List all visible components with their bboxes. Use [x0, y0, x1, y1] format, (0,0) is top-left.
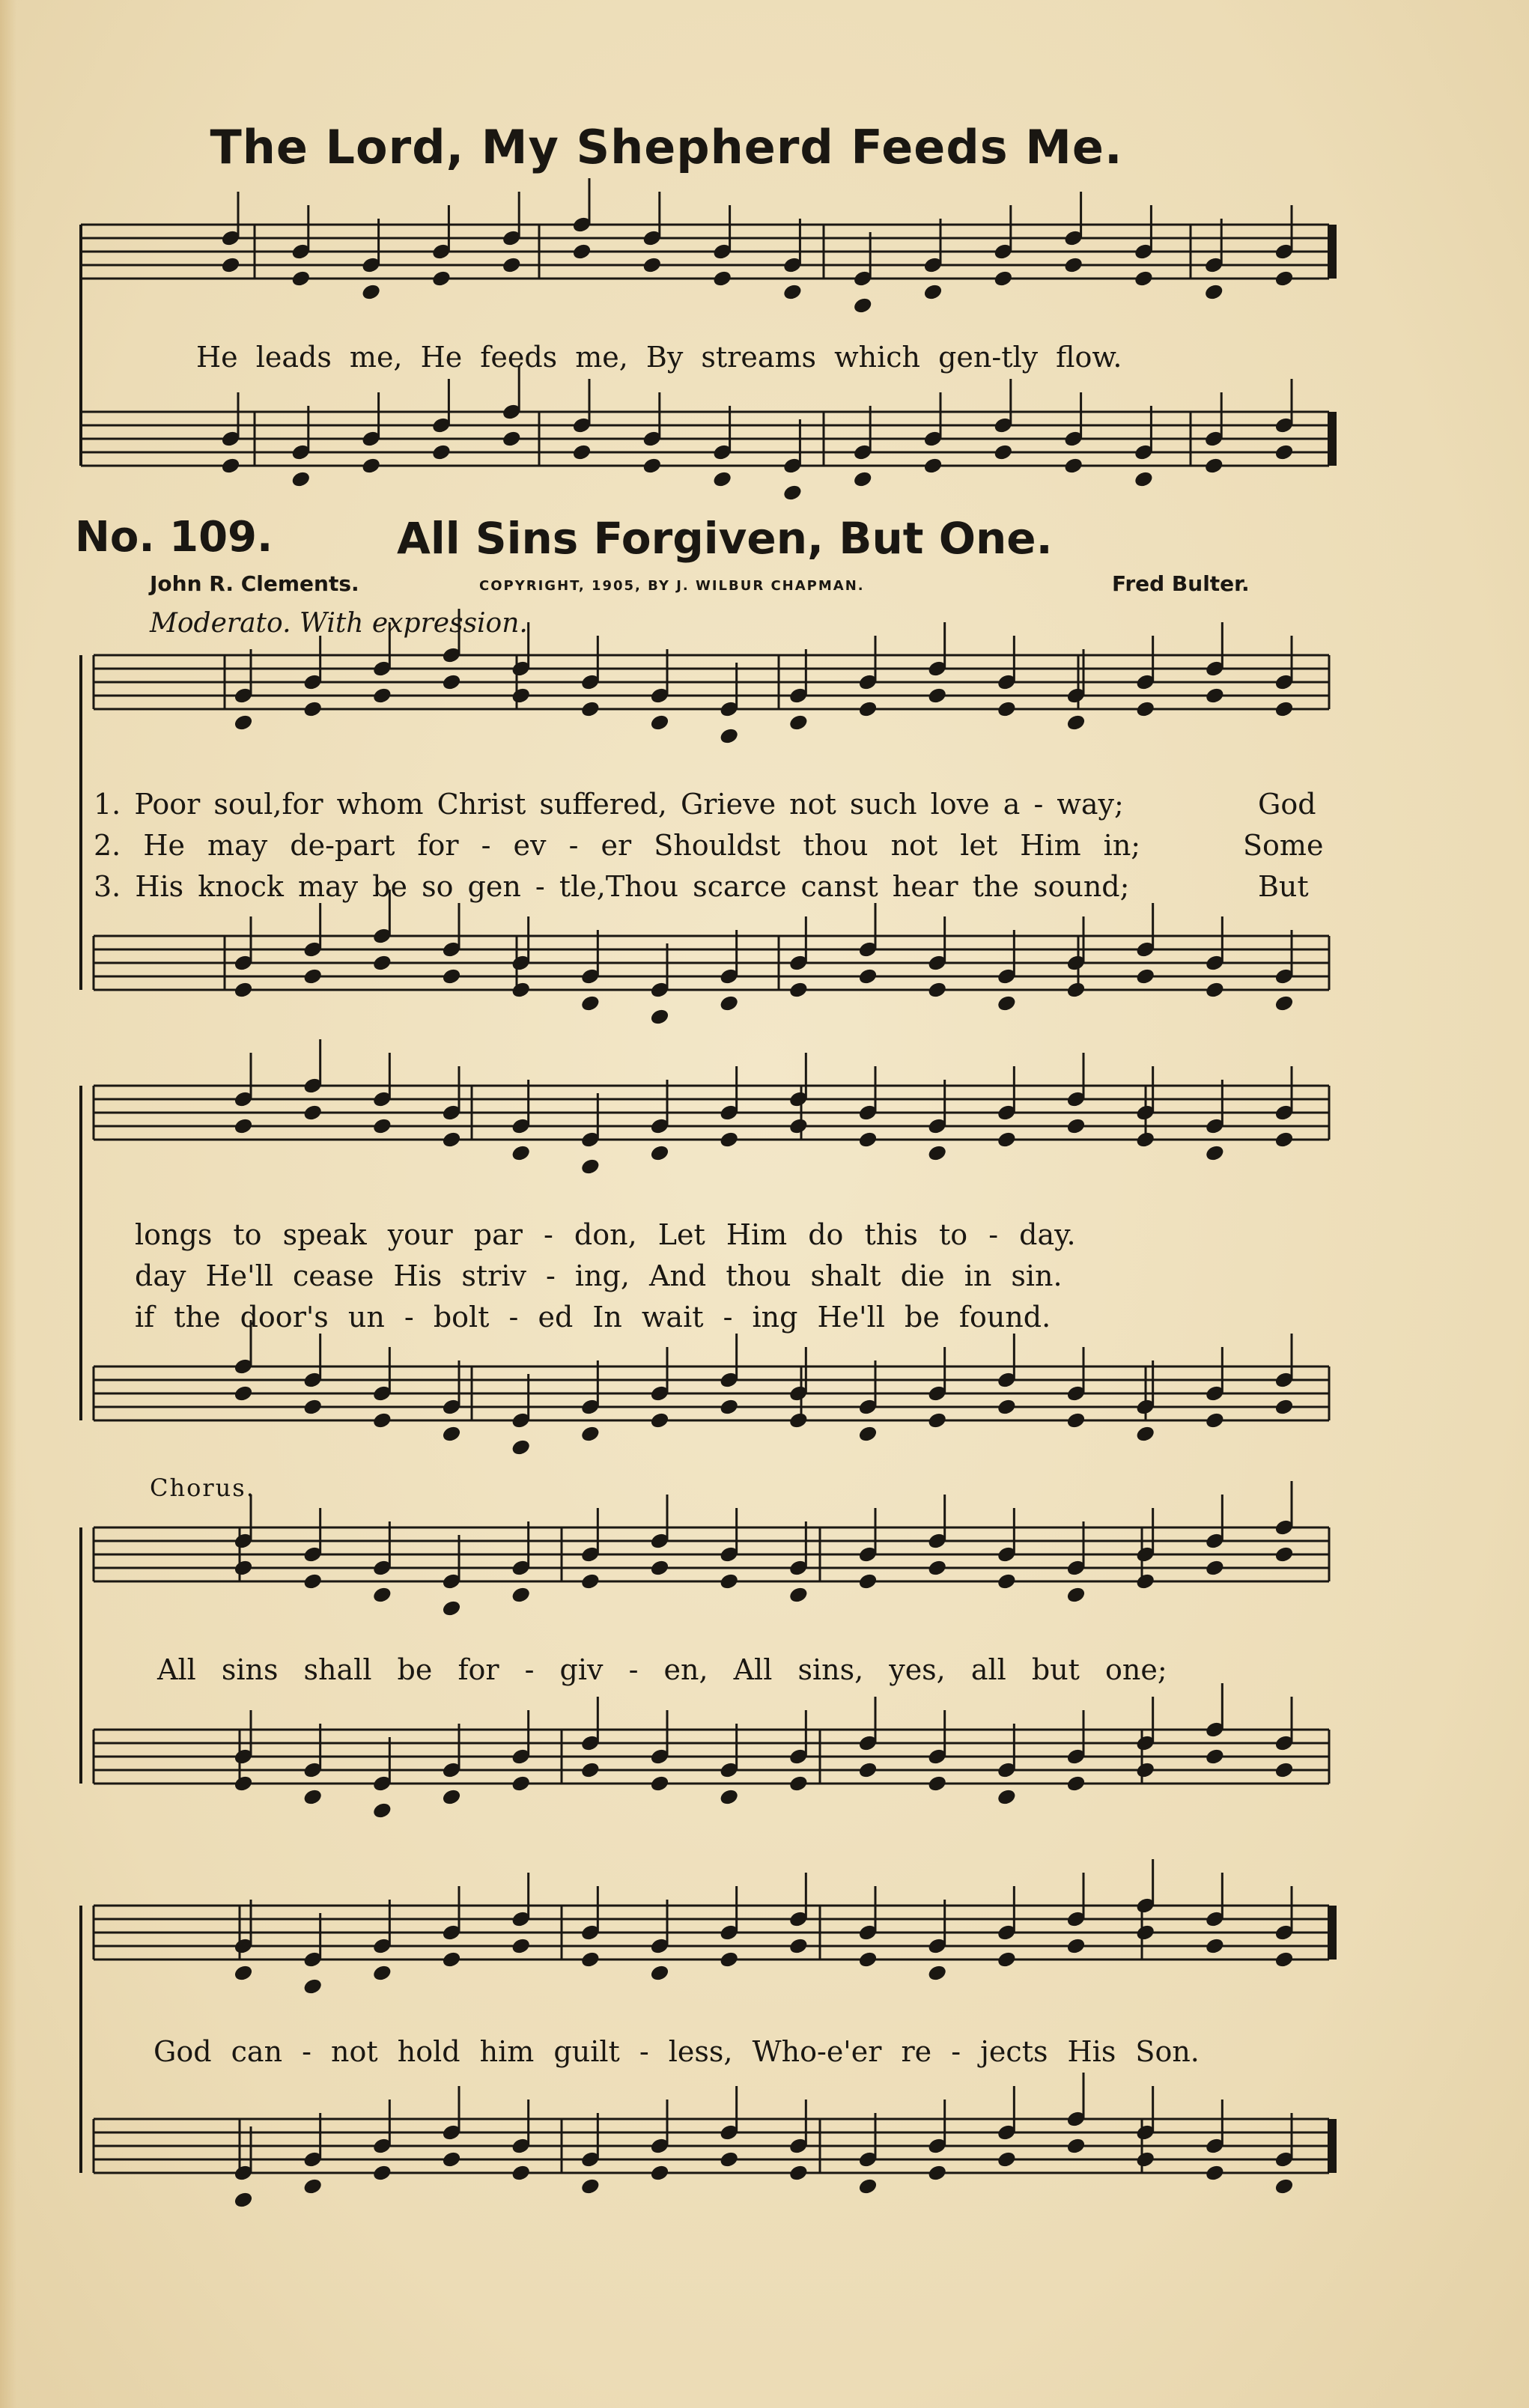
note-head	[372, 1117, 392, 1135]
note-head	[234, 714, 254, 732]
note-head	[1066, 2137, 1086, 2155]
note-head	[1205, 981, 1225, 999]
note-head	[997, 700, 1017, 718]
note-head	[1063, 457, 1083, 475]
note-head	[1274, 443, 1295, 461]
top-hymn-lyric: He leads me, He feeds me, By streams which gen-tly flow.	[196, 341, 1122, 374]
note-head	[580, 1425, 601, 1443]
chorus-label: Chorus.	[150, 1474, 255, 1502]
note-head	[234, 1384, 254, 1402]
note-head	[1274, 2177, 1295, 2195]
note-head	[580, 2177, 601, 2195]
note-head	[291, 270, 311, 288]
note-head	[580, 1158, 601, 1176]
note-head	[650, 1008, 670, 1026]
note-head	[1274, 1951, 1295, 1968]
note-head	[923, 283, 943, 301]
note-head	[234, 1559, 254, 1577]
note-head	[1274, 1131, 1295, 1149]
note-head	[1205, 1144, 1225, 1162]
note-head	[502, 256, 522, 274]
verse-1-part-1: 1. Poor soul,for whom Christ suffered, Grieve not such love a - way;	[94, 788, 1124, 821]
verse-2-part-1: 2. He may de-part for - ev - er Shouldst thou not let Him in;	[94, 829, 1141, 862]
note-head	[511, 2164, 531, 2182]
note-head	[234, 1775, 254, 1793]
note-head	[997, 1951, 1017, 1968]
note-head	[511, 1775, 531, 1793]
note-head	[927, 1411, 947, 1429]
note-head	[782, 484, 803, 502]
note-head	[1135, 700, 1155, 718]
note-head	[1066, 1586, 1086, 1604]
note-head	[719, 1398, 739, 1416]
note-head	[858, 967, 878, 985]
note-head	[502, 430, 522, 448]
note-head	[442, 1788, 462, 1806]
note-head	[719, 727, 739, 745]
note-head	[372, 1964, 392, 1982]
note-head	[234, 981, 254, 999]
note-head	[1134, 270, 1154, 288]
note-head	[372, 1586, 392, 1604]
note-head	[303, 1104, 323, 1122]
note-head	[431, 270, 452, 288]
note-head	[221, 457, 241, 475]
note-head	[442, 967, 462, 985]
note-head	[642, 457, 662, 475]
note-head	[234, 2191, 254, 2209]
note-head	[927, 1144, 947, 1162]
verse-2-end-word: Some	[1243, 829, 1324, 862]
note-head	[788, 2164, 809, 2182]
note-head	[993, 270, 1013, 288]
note-head	[923, 457, 943, 475]
final-barline	[1328, 412, 1337, 466]
note-head	[1134, 470, 1154, 488]
note-head	[1135, 1924, 1155, 1942]
note-head	[927, 1559, 947, 1577]
note-head	[1205, 1411, 1225, 1429]
note-head	[650, 1411, 670, 1429]
note-head	[372, 1802, 392, 1819]
note-head	[712, 270, 732, 288]
note-head	[927, 2164, 947, 2182]
note-head	[580, 700, 601, 718]
note-head	[997, 1131, 1017, 1149]
note-head	[997, 1572, 1017, 1590]
note-head	[303, 1977, 323, 1995]
note-head	[853, 470, 873, 488]
verse-1-part-2: longs to speak your par - don, Let Him do this to - day.	[135, 1218, 1076, 1251]
note-head	[719, 1951, 739, 1968]
note-head	[372, 1411, 392, 1429]
note-head	[719, 994, 739, 1012]
note-head	[858, 1572, 878, 1590]
note-head	[642, 256, 662, 274]
note-head	[1135, 2150, 1155, 2168]
note-head	[431, 443, 452, 461]
verse-2-part-2: day He'll cease His striv - ing, And thou shalt die in sin.	[135, 1259, 1063, 1292]
note-head	[712, 470, 732, 488]
note-head	[1135, 967, 1155, 985]
note-head	[997, 1398, 1017, 1416]
note-head	[580, 994, 601, 1012]
note-head	[927, 981, 947, 999]
note-head	[303, 967, 323, 985]
note-head	[580, 1761, 601, 1779]
note-head	[234, 1117, 254, 1135]
note-head	[511, 1586, 531, 1604]
note-head	[511, 1438, 531, 1456]
note-head	[650, 1775, 670, 1793]
note-head	[927, 687, 947, 705]
note-head	[858, 1761, 878, 1779]
note-head	[788, 1411, 809, 1429]
note-head	[788, 1937, 809, 1955]
note-head	[372, 954, 392, 972]
note-head	[650, 2164, 670, 2182]
note-head	[1135, 1425, 1155, 1443]
note-head	[997, 994, 1017, 1012]
final-barline	[1328, 2119, 1337, 2173]
note-head	[788, 1586, 809, 1604]
note-head	[291, 470, 311, 488]
note-head	[1274, 1398, 1295, 1416]
note-head	[511, 981, 531, 999]
note-head	[442, 2150, 462, 2168]
note-head	[572, 443, 592, 461]
note-head	[650, 1559, 670, 1577]
note-head	[303, 1788, 323, 1806]
note-head	[650, 714, 670, 732]
note-head	[303, 2177, 323, 2195]
note-head	[997, 2150, 1017, 2168]
note-head	[1204, 457, 1224, 475]
note-head	[1066, 1411, 1086, 1429]
note-head	[1205, 1748, 1225, 1766]
tempo-marking: Moderato. With expression.	[150, 608, 528, 639]
note-head	[1205, 687, 1225, 705]
note-head	[303, 700, 323, 718]
note-head	[580, 1572, 601, 1590]
note-head	[1274, 1761, 1295, 1779]
note-head	[719, 1131, 739, 1149]
note-head	[1135, 1131, 1155, 1149]
note-head	[1274, 270, 1295, 288]
note-head	[858, 1131, 878, 1149]
note-head	[782, 283, 803, 301]
note-head	[1066, 1775, 1086, 1793]
note-head	[1274, 1545, 1295, 1563]
verse-3-part-1: 3. His knock may be so gen - tle,Thou scarce canst hear the sound;	[94, 870, 1130, 903]
hymn-title: All Sins Forgiven, But One.	[397, 513, 1053, 564]
note-head	[1066, 1117, 1086, 1135]
note-head	[234, 1964, 254, 1982]
note-head	[511, 1144, 531, 1162]
note-head	[1274, 994, 1295, 1012]
note-head	[719, 1572, 739, 1590]
note-head	[788, 981, 809, 999]
verse-1-end-word: God	[1258, 788, 1316, 821]
note-head	[511, 1937, 531, 1955]
note-head	[1063, 256, 1083, 274]
note-head	[442, 1951, 462, 1968]
top-hymn-title: The Lord, My Shepherd Feeds Me.	[210, 120, 1123, 174]
note-head	[927, 1775, 947, 1793]
note-head	[303, 1398, 323, 1416]
note-head	[1066, 714, 1086, 732]
note-head	[361, 283, 381, 301]
note-head	[788, 714, 809, 732]
note-head	[719, 1788, 739, 1806]
note-head	[1066, 1937, 1086, 1955]
note-head	[858, 700, 878, 718]
hymn-copyright: COPYRIGHT, 1905, BY J. WILBUR CHAPMAN.	[479, 578, 865, 594]
chorus-line-2: God can - not hold him guilt - less, Who-e'er re - jects His Son.	[153, 2035, 1200, 2068]
verse-3-part-2: if the door's un - bolt - ed In wait - ing He'll be found.	[135, 1301, 1051, 1334]
hymn-composer: Fred Bulter.	[1112, 571, 1250, 596]
final-barline	[1328, 1906, 1337, 1959]
note-head	[1135, 1761, 1155, 1779]
note-head	[997, 1788, 1017, 1806]
note-head	[719, 2150, 739, 2168]
note-head	[1205, 1559, 1225, 1577]
note-head	[361, 457, 381, 475]
note-head	[372, 2164, 392, 2182]
note-head	[788, 1775, 809, 1793]
note-head	[1135, 1572, 1155, 1590]
note-head	[853, 297, 873, 314]
note-head	[221, 256, 241, 274]
note-head	[993, 443, 1013, 461]
note-head	[650, 1144, 670, 1162]
note-head	[927, 1964, 947, 1982]
note-head	[1204, 283, 1224, 301]
chorus-line-1: All sins shall be for - giv - en, All sins, yes, all but one;	[157, 1653, 1167, 1686]
note-head	[442, 1425, 462, 1443]
note-head	[858, 1425, 878, 1443]
note-head	[1205, 2164, 1225, 2182]
final-barline	[1328, 225, 1337, 279]
note-head	[1066, 981, 1086, 999]
note-head	[858, 1951, 878, 1968]
note-head	[442, 1599, 462, 1617]
note-head	[1274, 700, 1295, 718]
note-head	[442, 1131, 462, 1149]
note-head	[572, 243, 592, 261]
note-head	[303, 1572, 323, 1590]
verse-3-end-word: But	[1258, 870, 1309, 903]
note-head	[580, 1951, 601, 1968]
note-head	[1205, 1937, 1225, 1955]
note-head	[788, 1117, 809, 1135]
hymn-author: John R. Clements.	[150, 571, 359, 596]
note-head	[650, 1964, 670, 1982]
note-head	[442, 673, 462, 691]
note-head	[372, 687, 392, 705]
note-head	[511, 687, 531, 705]
note-head	[858, 2177, 878, 2195]
hymn-number: No. 109.	[75, 513, 273, 562]
